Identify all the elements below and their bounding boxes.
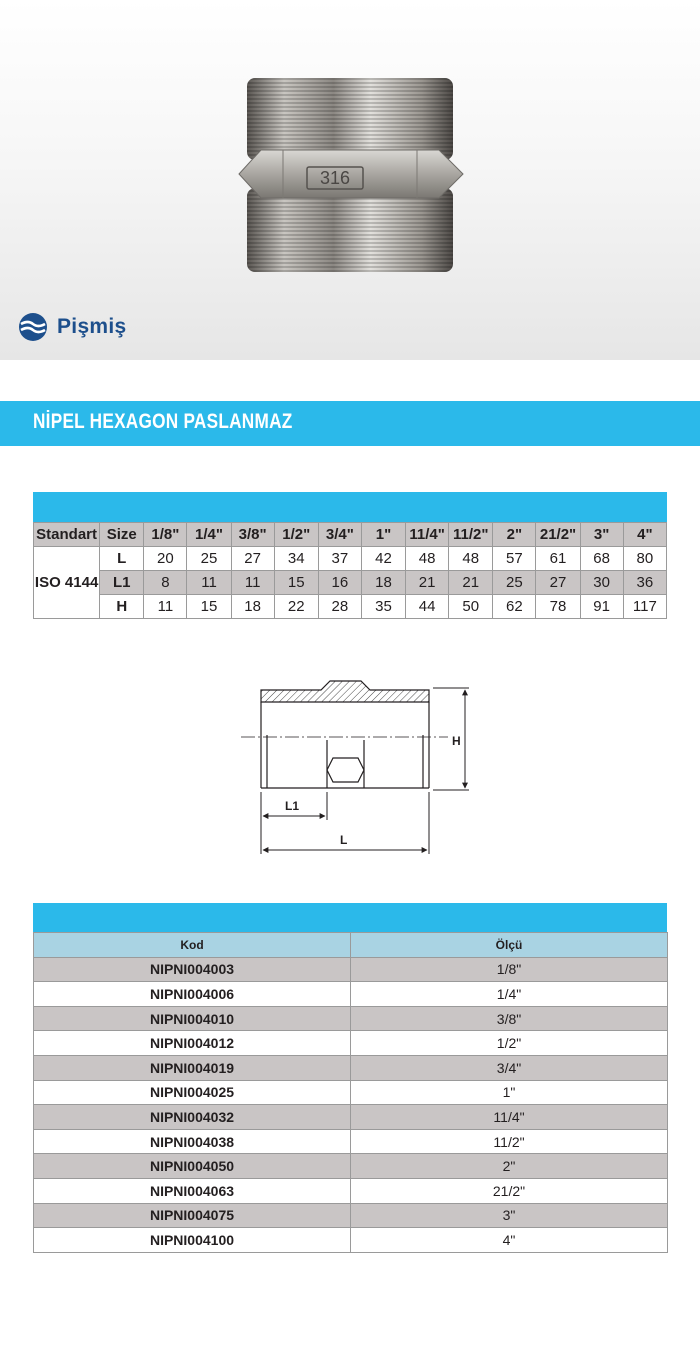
row-label: L1 [100,571,144,595]
table-cell: 18 [231,595,274,619]
table-row [34,1055,668,1080]
product-code: NIPNI004038 [34,1129,351,1154]
table-cell: 27 [231,547,274,571]
code-table [33,932,668,1253]
column-header-kod: Kod [34,933,351,958]
product-size: 3" [351,1203,668,1228]
product-size: 1" [351,1080,668,1105]
product-code: NIPNI004100 [34,1228,351,1253]
product-code: NIPNI004003 [34,957,351,982]
size-table [33,522,667,619]
product-code: NIPNI004010 [34,1006,351,1031]
table-cell: 35 [361,595,405,619]
column-header: 11/4" [406,523,449,547]
table-cell: 21 [449,571,493,595]
brand-name: Pişmiş [57,315,127,338]
product-code: NIPNI004032 [34,1105,351,1130]
table-cell: 25 [493,571,536,595]
table-row [34,957,668,982]
table-row [34,595,667,619]
product-code: NIPNI004019 [34,1055,351,1080]
page-title: NİPEL HEXAGON PASLANMAZ [33,410,293,433]
table-cell: 80 [623,547,666,571]
product-size: 3/8" [351,1006,668,1031]
column-header: 4" [623,523,666,547]
table-cell: 25 [187,547,231,571]
product-code: NIPNI004050 [34,1154,351,1179]
product-code: NIPNI004063 [34,1178,351,1203]
table-cell: 48 [406,547,449,571]
table-cell: 27 [536,571,580,595]
table-cell: 36 [623,571,666,595]
table-cell: 11 [187,571,231,595]
table-cell: 117 [623,595,666,619]
dimension-label-l1: L1 [285,799,300,813]
column-header: 21/2" [536,523,580,547]
product-code: NIPNI004012 [34,1031,351,1056]
product-size: 3/4" [351,1055,668,1080]
table-row [34,1228,668,1253]
table-row [34,1154,668,1179]
table-row [34,571,667,595]
column-header: 1" [361,523,405,547]
brand-logo [18,312,127,342]
table-cell: 48 [449,547,493,571]
table-cell: 44 [406,595,449,619]
column-header-olcu: Ölçü [351,933,668,958]
product-code: NIPNI004075 [34,1203,351,1228]
dimension-label-h: H [452,734,461,748]
table-cell: 34 [274,547,318,571]
table-row [34,1203,668,1228]
technical-drawing [233,670,483,860]
code-table-header-row [34,933,668,958]
table-cell: 20 [144,547,187,571]
column-header: 3" [580,523,623,547]
product-size: 1/4" [351,982,668,1007]
product-size: 2" [351,1154,668,1179]
size-table-header-row [34,523,667,547]
row-label: H [100,595,144,619]
table-cell: 15 [187,595,231,619]
table-row [34,1080,668,1105]
hex-nipple-photo [225,70,475,280]
product-size: 11/4" [351,1105,668,1130]
stamp-316: 316 [319,168,351,188]
product-size: 1/2" [351,1031,668,1056]
table-cell: 61 [536,547,580,571]
wave-logo-icon [18,312,48,342]
table-cell: 22 [274,595,318,619]
column-header: 1/2" [274,523,318,547]
title-band [0,401,700,446]
table-cell: 68 [580,547,623,571]
table-cell: 57 [493,547,536,571]
table-cell: 8 [144,571,187,595]
column-header: 3/8" [231,523,274,547]
table-cell: 21 [406,571,449,595]
code-table-header-bar [33,903,667,932]
table-row [34,1031,668,1056]
table-cell: 42 [361,547,405,571]
product-size: 4" [351,1228,668,1253]
table-row [34,1105,668,1130]
table-cell: 30 [580,571,623,595]
column-header: Standart [34,523,100,547]
product-size: 11/2" [351,1129,668,1154]
size-table-header-bar [33,492,667,522]
table-cell: 62 [493,595,536,619]
product-code: NIPNI004006 [34,982,351,1007]
row-label: L [100,547,144,571]
dimension-label-l: L [340,833,348,847]
column-header: 2" [493,523,536,547]
table-cell: 78 [536,595,580,619]
column-header: 1/4" [187,523,231,547]
table-row [34,1178,668,1203]
product-size: 21/2" [351,1178,668,1203]
table-cell: 18 [361,571,405,595]
column-header: 11/2" [449,523,493,547]
table-row [34,547,667,571]
table-row [34,1129,668,1154]
table-cell: 91 [580,595,623,619]
product-size: 1/8" [351,957,668,982]
table-cell: 11 [231,571,274,595]
table-cell: 11 [144,595,187,619]
product-hero [0,0,700,360]
standard-cell: ISO 4144 [34,547,100,619]
table-cell: 28 [318,595,361,619]
table-cell: 50 [449,595,493,619]
table-cell: 16 [318,571,361,595]
table-cell: 37 [318,547,361,571]
table-cell: 15 [274,571,318,595]
table-row [34,982,668,1007]
product-code: NIPNI004025 [34,1080,351,1105]
column-header: 1/8" [144,523,187,547]
column-header: 3/4" [318,523,361,547]
column-header: Size [100,523,144,547]
table-row [34,1006,668,1031]
